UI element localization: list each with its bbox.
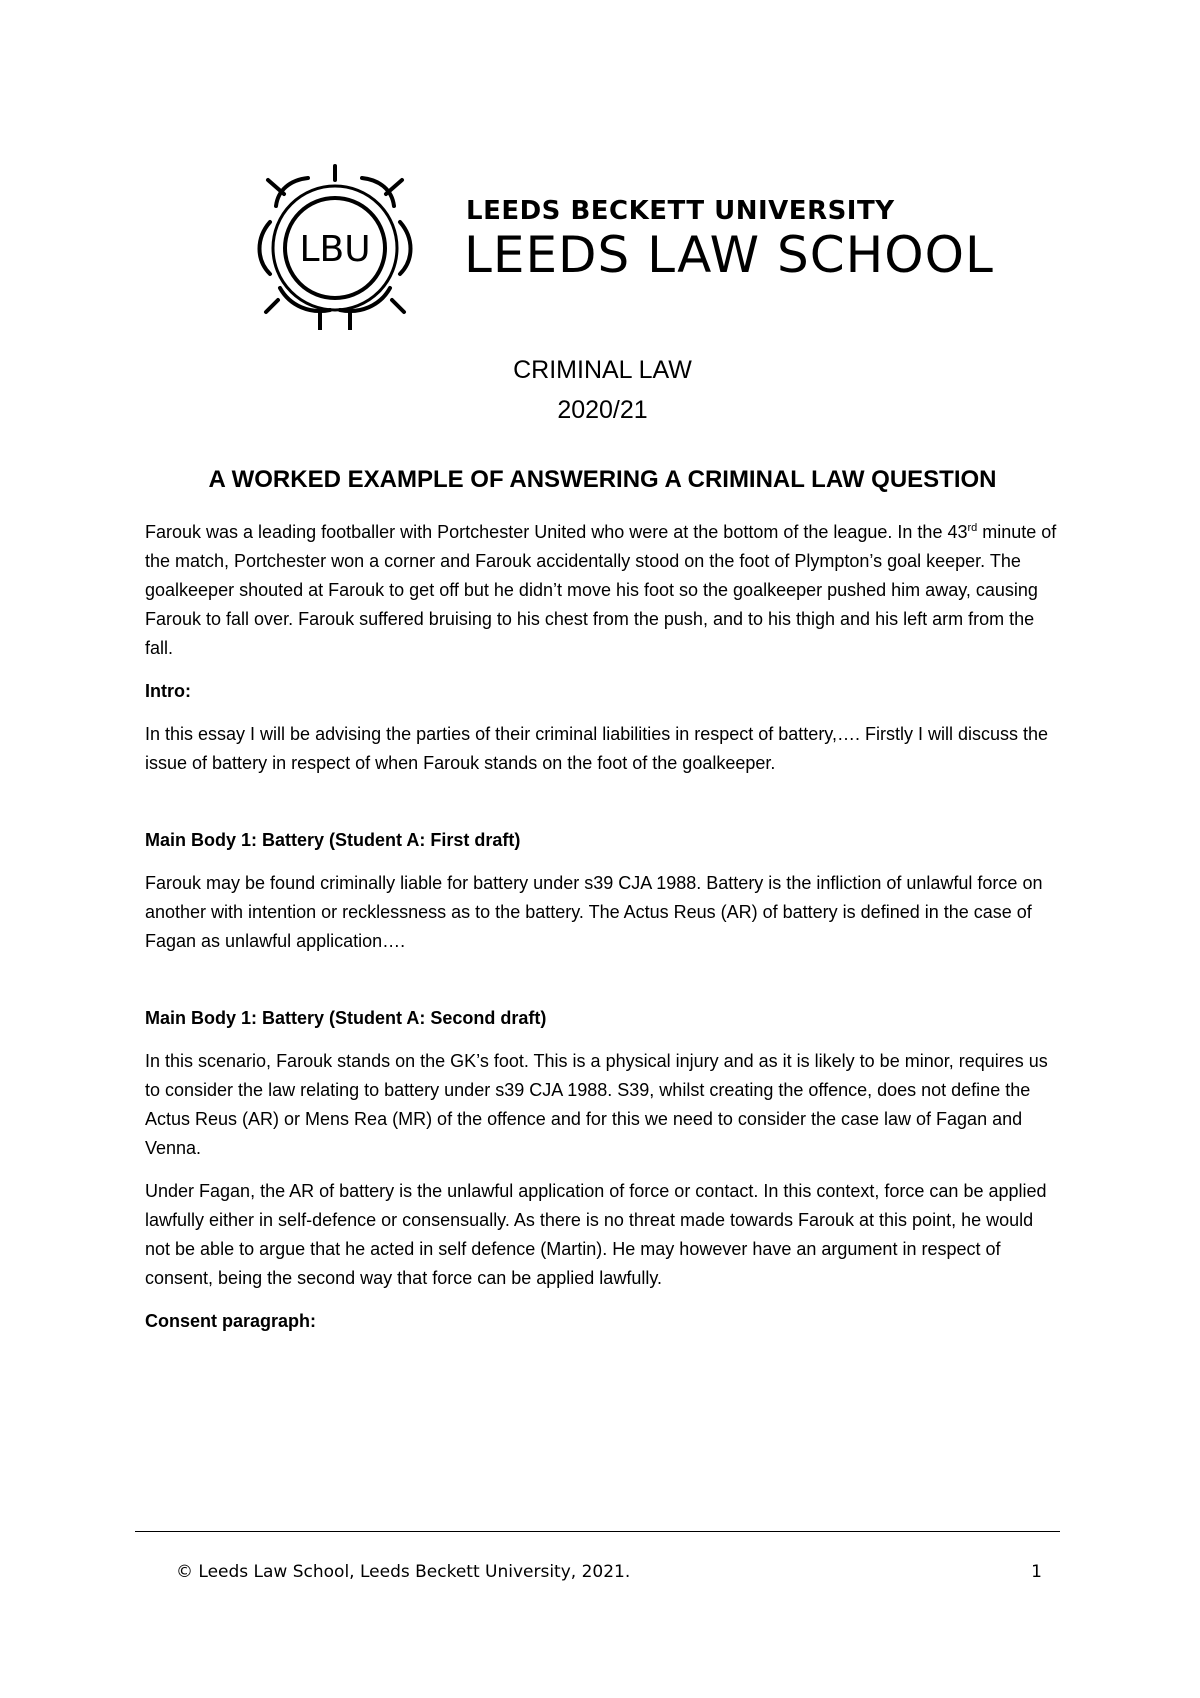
second-draft-paragraph-2: Under Fagan, the AR of battery is the unlawful application of force or contact. In this context, force can be applied lawfully either in self-defence or consensually. As there is no threat made towards Farouk at this point, he would not be able to argue that he acted in self defence (Martin). He may however have an argument in respect of consent, being the second way that force can be applied lawfully.	[145, 1181, 1047, 1288]
first-draft-paragraph: Farouk may be found criminally liable for battery under s39 CJA 1988. Battery is the infliction of unlawful force on another with intention or recklessness as to the battery. The Actus Reus (AR) of battery is defined in the case of Fagan as unlawful application….	[145, 873, 1043, 951]
course-title: CRIMINAL LAW	[513, 356, 692, 384]
footer-divider	[135, 1531, 1060, 1532]
second-draft-paragraph-1: In this scenario, Farouk stands on the GK’s foot. This is a physical injury and as it is likely to be minor, requires us to consider the law relating to battery under s39 CJA 1988. S39, whilst creating the offence, does not define the Actus Reus (AR) or Mens Rea (MR) of the offence and for this we need to consider the case law of Fagan and Venna.	[145, 1051, 1048, 1158]
tudor-rose-emblem-icon	[250, 160, 420, 330]
scenario-text-part1: Farouk was a leading footballer with Portchester United who were at the bottom of the league. In the 43	[145, 522, 968, 542]
first-draft-heading: Main Body 1: Battery (Student A: First draft)	[145, 830, 521, 850]
spacer	[145, 970, 1060, 1004]
document-heading: A WORKED EXAMPLE OF ANSWERING A CRIMINAL LAW QUESTION	[208, 466, 997, 493]
footer-copyright: © Leeds Law School, Leeds Beckett University, 2021.	[176, 1562, 631, 1582]
scenario-text-part2: minute of the match, Portchester won a corner and Farouk accidentally stood on the foot of Plympton’s goal keeper. The goalkeeper shouted at Farouk to get off but he didn’t move his foot so the goalkeeper pushed him away, causing Farouk to fall over. Farouk suffered bruising to his chest from the push, and to his thigh and his left arm from the fall.	[145, 522, 1057, 658]
spacer	[145, 792, 1060, 826]
scenario-paragraph	[145, 518, 1060, 663]
course-year: 2020/21	[557, 396, 648, 424]
page-number: 1	[1031, 1562, 1042, 1582]
school-name: LEEDS LAW SCHOOL	[464, 226, 994, 284]
header-logo	[250, 160, 994, 320]
consent-heading: Consent paragraph:	[145, 1311, 317, 1331]
second-draft-heading: Main Body 1: Battery (Student A: Second draft)	[145, 1008, 547, 1028]
document-body	[145, 350, 1060, 1350]
scenario-superscript: rd	[967, 522, 978, 534]
intro-heading: Intro:	[145, 681, 191, 701]
intro-paragraph: In this essay I will be advising the parties of their criminal liabilities in respect of battery,…. Firstly I will discuss the issue of battery in respect of when Farouk stands on the foot of the goalkeeper.	[145, 724, 1049, 773]
university-name: LEEDS BECKETT UNIVERSITY	[466, 196, 895, 226]
logo-initials: LBU	[299, 229, 371, 270]
